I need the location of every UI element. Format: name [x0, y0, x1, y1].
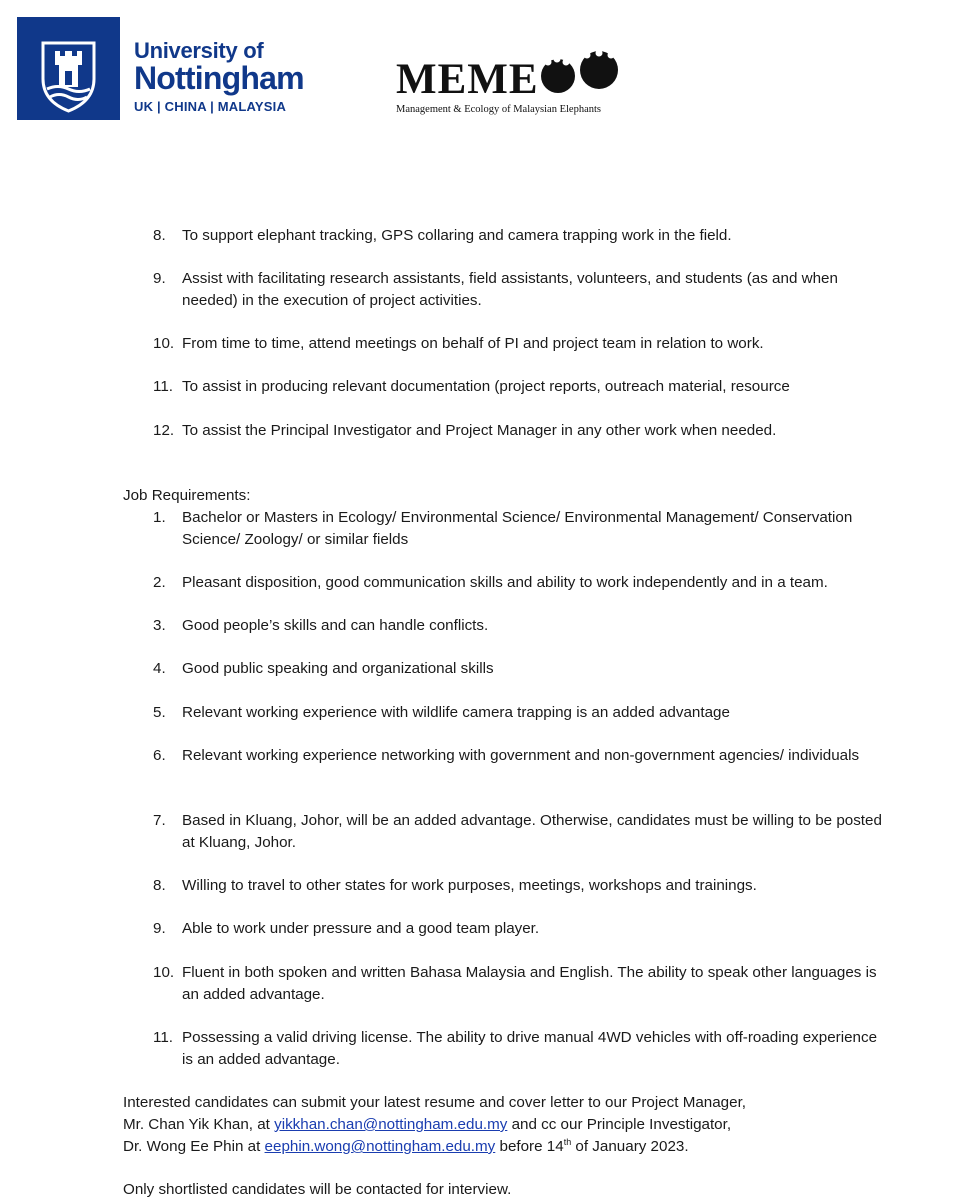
item-number: 10.: [153, 335, 175, 352]
contact-line3: [123, 1136, 903, 1158]
item-text: Bachelor or Masters in Ecology/ Environmental Science/ Environmental Management/ Conservation Science/ Zoology/ or similar fields: [182, 509, 853, 548]
university-line1: University of: [134, 38, 264, 63]
item-text: Pleasant disposition, good communication skills and ability to work independently and in a team.: [182, 574, 828, 591]
elephant-footprint-icon: [537, 48, 621, 96]
item-number: 11.: [153, 378, 173, 395]
university-wordmark: [134, 40, 304, 113]
contact-line3-post: of January 2023.: [571, 1138, 689, 1155]
item-text: Possessing a valid driving license. The ability to drive manual 4WD vehicles with off-roading experience is an added advantage.: [182, 1029, 878, 1068]
item-text: From time to time, attend meetings on behalf of PI and project team in relation to work.: [182, 335, 764, 352]
contact-line3-pre: Dr. Wong Ee Phin at: [123, 1138, 265, 1155]
contact-line1: Interested candidates can submit your latest resume and cover letter to our Project Manager,: [123, 1094, 747, 1111]
item-text: Fluent in both spoken and written Bahasa Malaysia and English. The ability to speak other languages is an added advantage.: [182, 964, 877, 1003]
meme-subtitle: Management & Ecology of Malaysian Elephants: [396, 104, 601, 115]
item-number: 10.: [153, 964, 175, 981]
contact-line2: [123, 1114, 903, 1136]
contact-line2-post: and cc our Principle Investigator,: [507, 1116, 732, 1133]
item-text: Relevant working experience networking with government and non-government agencies/ individuals: [182, 747, 860, 764]
shortlist-note: Only shortlisted candidates will be contacted for interview.: [123, 1181, 512, 1198]
item-text: Good people’s skills and can handle conflicts.: [182, 617, 489, 634]
item-text: To support elephant tracking, GPS collaring and camera trapping work in the field.: [182, 227, 732, 244]
contact-line3-mid: before 14: [495, 1138, 564, 1155]
item-text: Good public speaking and organizational skills: [182, 660, 494, 677]
item-text: Relevant working experience with wildlife camera trapping is an added advantage: [182, 704, 730, 721]
item-text: Based in Kluang, Johor, will be an added advantage. Otherwise, candidates must be willing to be posted at Kluang, Johor.: [182, 812, 882, 851]
item-text: Assist with facilitating research assistants, field assistants, volunteers, and students (as and when needed) in the execution of project activities.: [182, 270, 838, 309]
item-text: To assist the Principal Investigator and Project Manager in any other work when needed.: [182, 422, 777, 439]
item-number: 9.: [153, 920, 166, 937]
item-number: 2.: [153, 574, 166, 591]
meme-title: MEME: [396, 56, 539, 103]
requirements-heading: Job Requirements:: [123, 487, 251, 504]
item-text: Willing to travel to other states for work purposes, meetings, workshops and trainings.: [182, 877, 757, 894]
item-number: 3.: [153, 617, 166, 634]
item-number: 7.: [153, 812, 166, 829]
project-manager-email-link[interactable]: yikkhan.chan@nottingham.edu.my: [274, 1116, 508, 1133]
item-number: 12.: [153, 422, 175, 439]
castle-icon: [17, 17, 120, 120]
university-line2: Nottingham: [134, 60, 304, 96]
item-number: 6.: [153, 747, 166, 764]
item-number: 8.: [153, 877, 166, 894]
university-campuses: UK | CHINA | MALAYSIA: [134, 99, 287, 114]
date-ordinal-suffix: th: [563, 1136, 572, 1147]
item-number: 1.: [153, 509, 166, 526]
item-text: To assist in producing relevant documentation (project reports, outreach material, resource: [182, 378, 790, 395]
pi-email-link[interactable]: eephin.wong@nottingham.edu.my: [264, 1138, 496, 1155]
contact-line2-pre: Mr. Chan Yik Khan, at: [123, 1116, 275, 1133]
item-number: 4.: [153, 660, 166, 677]
contact-paragraph: [123, 1092, 903, 1158]
item-number: 9.: [153, 270, 166, 287]
item-number: 11.: [153, 1029, 173, 1046]
item-number: 5.: [153, 704, 166, 721]
item-number: 8.: [153, 227, 166, 244]
item-text: Able to work under pressure and a good team player.: [182, 920, 540, 937]
university-crest-logo: [17, 17, 120, 120]
